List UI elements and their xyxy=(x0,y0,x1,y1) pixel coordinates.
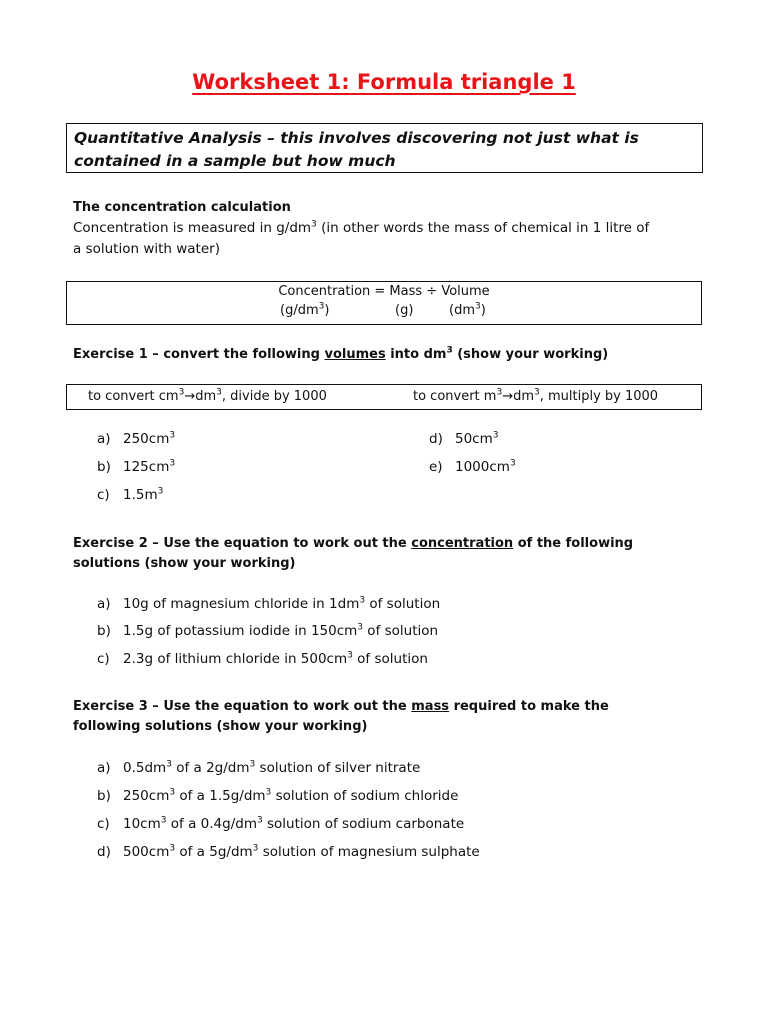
exercise-1-heading: Exercise 1 – convert the following volumes into $dm^3$ (show your working) xyxy=(73,345,609,362)
ex1-item-c: c) $1.5m^3$ xyxy=(97,486,164,503)
ex3-item-b: b) $250cm^3$ of a $1.5g/dm^3$ solution of sodium chloride xyxy=(97,787,459,804)
conversion-m3-to-dm3: to convert $m^3\to dm^3$, multiply by 1000 xyxy=(413,387,659,404)
intro-line-2: contained in a sample but how much xyxy=(74,152,396,170)
unit-volume: $(dm^3)$ xyxy=(449,301,486,318)
unit-concentration: $(g/dm^3)$ xyxy=(280,301,330,318)
equation-text: Concentration = Mass ÷ Volume xyxy=(278,284,490,299)
exercise-2-heading: Exercise 2 – Use the equation to work out the concentration of the following solutions (show your working) xyxy=(73,536,634,571)
conversion-box xyxy=(66,384,702,410)
intro-box xyxy=(66,123,703,173)
concentration-heading: The concentration calculation xyxy=(73,200,291,215)
ex3-item-d: d) $500cm^3$ of a $5g/dm^3$ solution of magnesium sulphate xyxy=(97,843,480,860)
ex3-item-a: a) $0.5dm^3$ of a $2g/dm^3$ solution of silver nitrate xyxy=(97,759,421,776)
para-line-2: a solution with water) xyxy=(73,241,220,257)
equation-box xyxy=(66,281,702,325)
intro-line-1: Quantitative Analysis – this involves discovering not just what is xyxy=(74,129,639,147)
ex1-item-b: b) $125cm^3$ xyxy=(97,458,176,475)
unit-mass: (g) xyxy=(395,303,414,318)
ex2-item-b: b) 1.5g of potassium iodide in $150cm^3$ of solution xyxy=(97,622,439,639)
ex1-item-e: e) $1000cm^3$ xyxy=(429,458,516,475)
para-sup: 3 xyxy=(311,219,317,230)
page-title: Worksheet 1: Formula triangle 1 xyxy=(192,70,576,94)
ex1-item-d: d) $50cm^3$ xyxy=(429,430,499,447)
para-text-2: (in other words the mass of chemical in 1 litre of xyxy=(316,220,650,236)
exercise-3-heading: Exercise 3 – Use the equation to work out the mass required to make the following solutions (show your working) xyxy=(73,699,609,734)
ex3-item-c: c) $10cm^3$ of a $0.4g/dm^3$ solution of sodium carbonate xyxy=(97,815,465,832)
conversion-cm3-to-dm3: to convert $cm^3\to dm^3$, divide by 1000 xyxy=(88,387,327,404)
para-text: Concentration is measured in g/dm xyxy=(73,220,312,236)
ex1-item-a: a) $250cm^3$ xyxy=(97,430,176,447)
ex2-item-a: a) 10g of magnesium chloride in $1dm^3$ of solution xyxy=(97,595,441,612)
concentration-paragraph xyxy=(73,218,703,260)
ex2-item-c: c) 2.3g of lithium chloride in $500cm^3$ of solution xyxy=(97,650,428,667)
